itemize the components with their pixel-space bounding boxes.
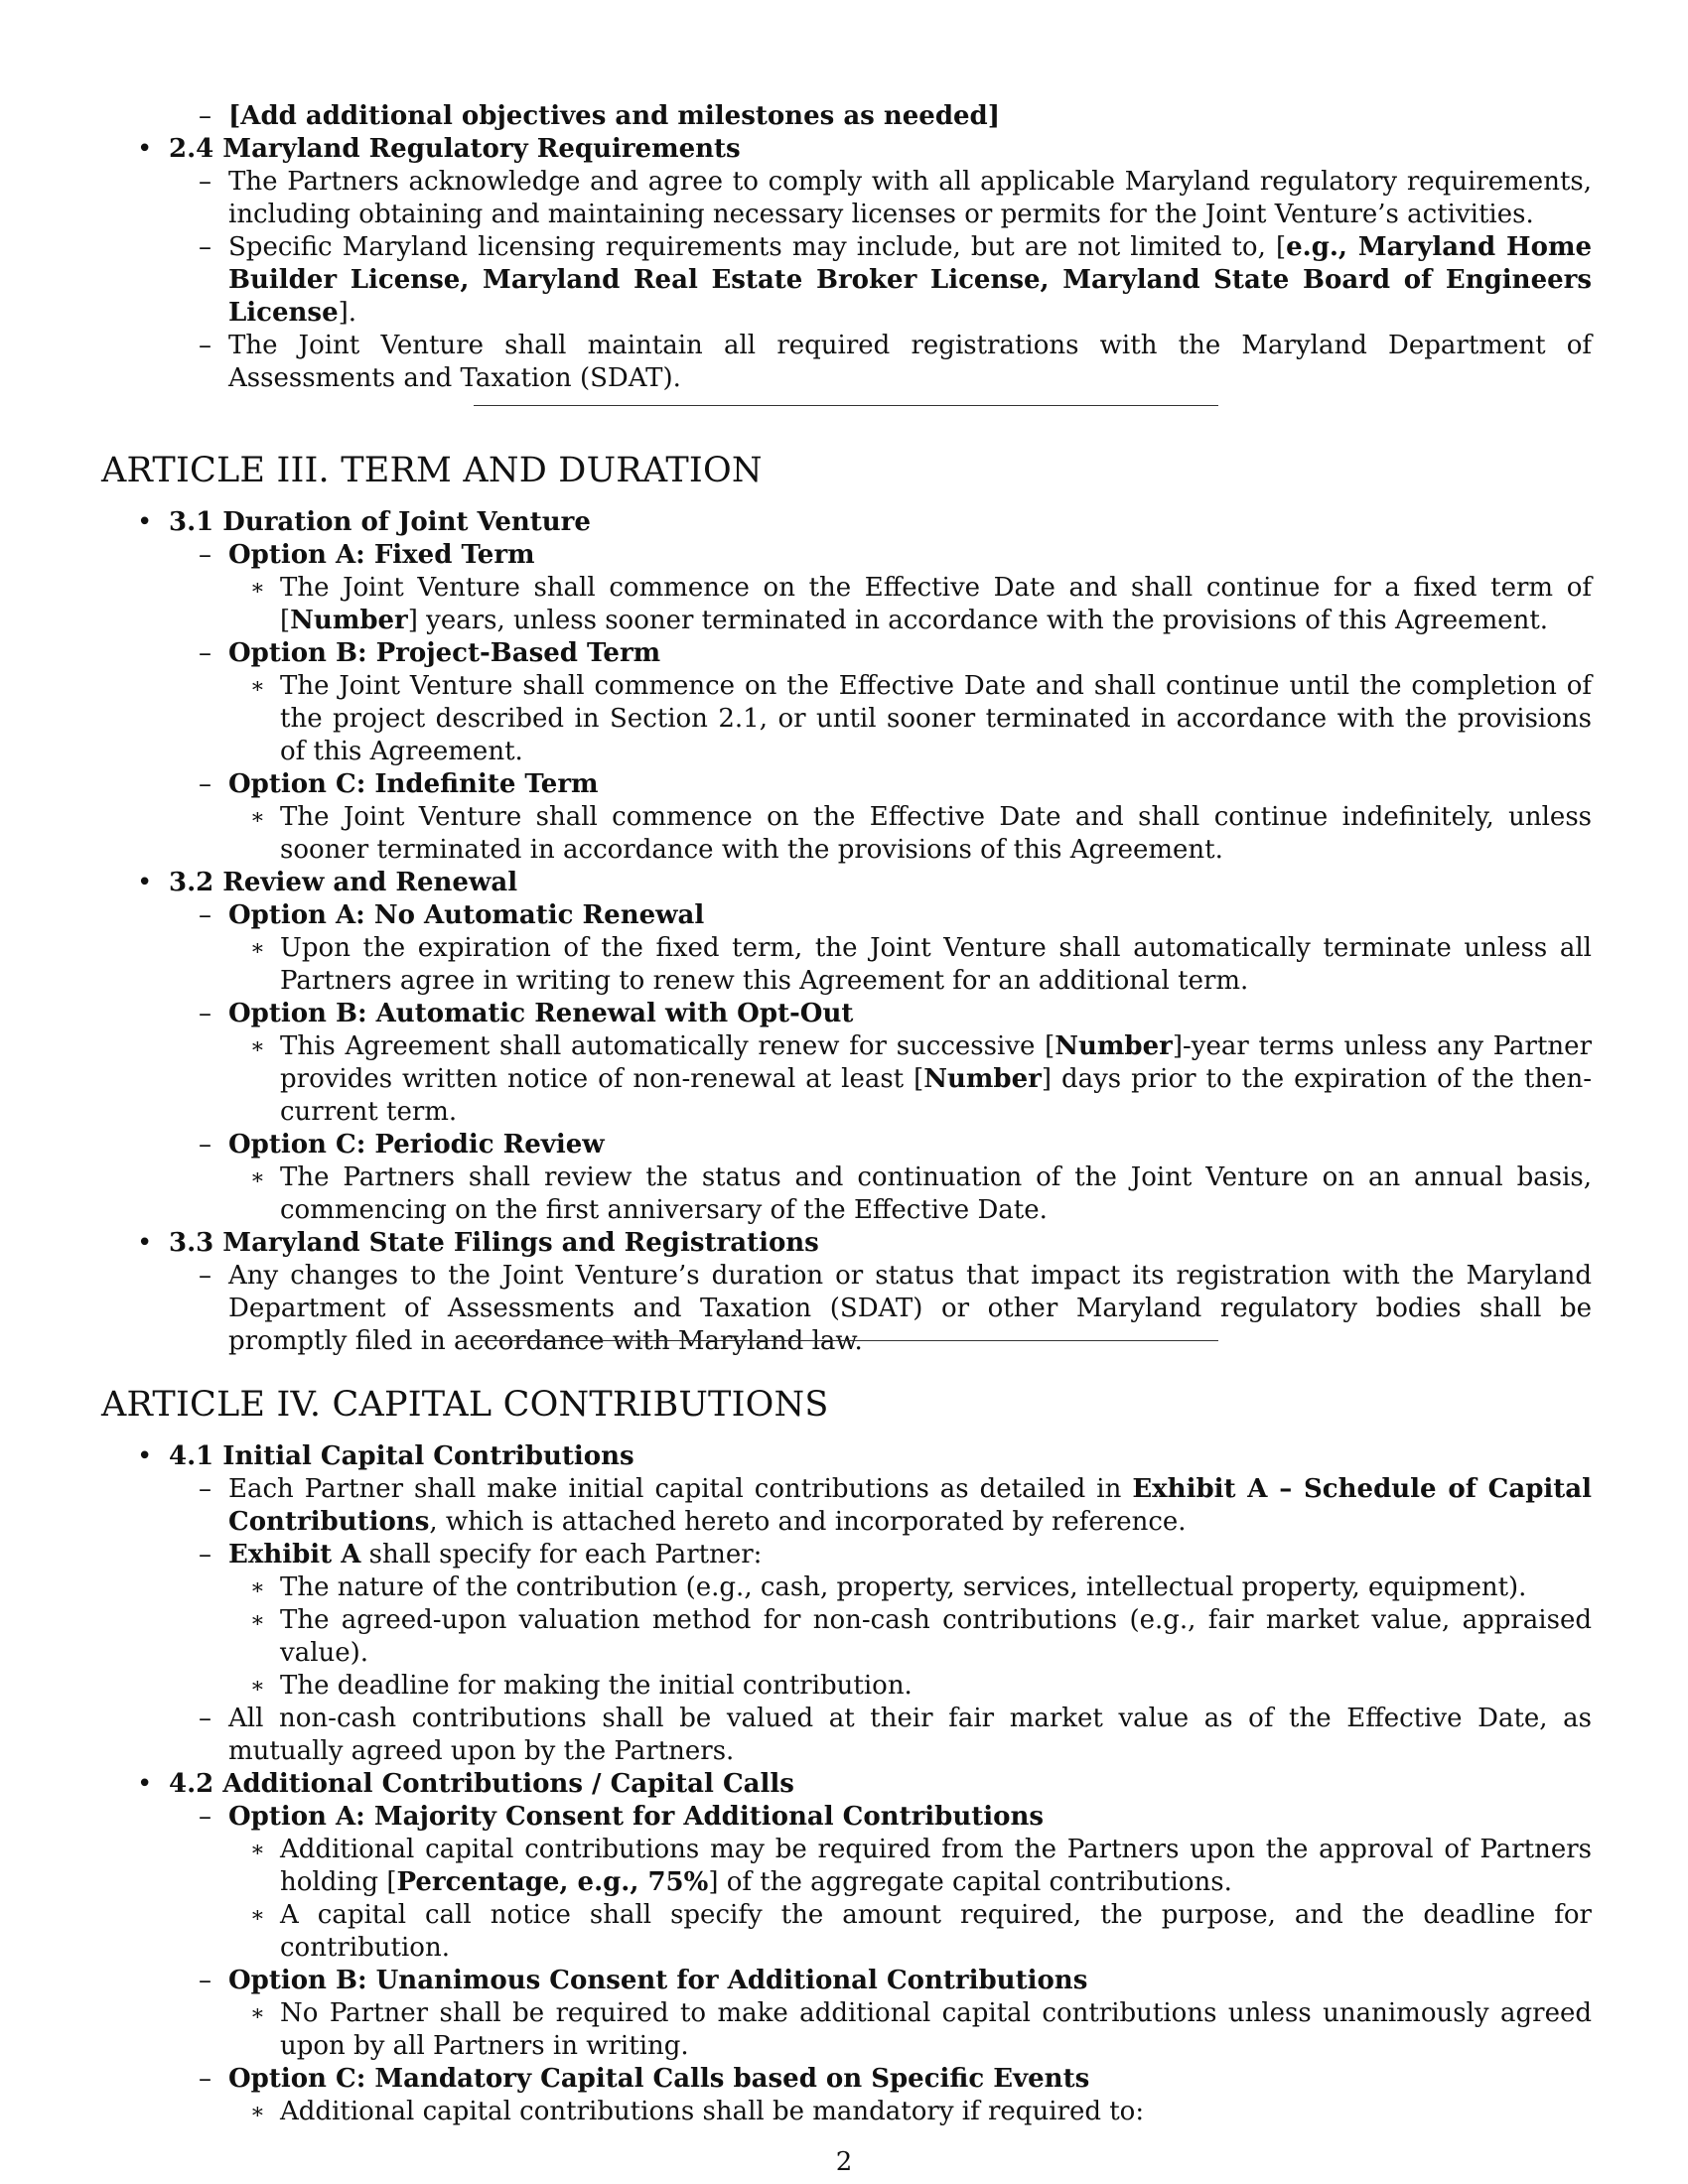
article-4-title: ARTICLE IV. CAPITAL CONTRIBUTIONS [101, 1385, 829, 1425]
list-item: – The Partners acknowledge and agree to comply with all applicable Maryland regulatory requirements, including obtaining and maintaining necessary licenses or permits for the Joint Venture’s activities. [228, 166, 1592, 231]
section-4-1: • 4.1 Initial Capital Contributions [169, 1440, 1592, 1473]
list-item: ∗ Upon the expiration of the fixed term, the Joint Venture shall automatically terminate unless all Partners agree in writing to renew this Agreement for an additional term. [280, 932, 1592, 998]
option-heading: – Option C: Mandatory Capital Calls based on Specific Events [228, 2063, 1592, 2096]
section-3-2: • 3.2 Review and Renewal [169, 867, 1592, 899]
list-item: – Each Partner shall make initial capital contributions as detailed in Exhibit A – Schedule of Capital Contributions, which is attached hereto and incorporated by reference. [228, 1473, 1592, 1539]
option-heading: – Option C: Periodic Review [228, 1129, 1592, 1161]
list-item: – The Joint Venture shall maintain all required registrations with the Maryland Department of Assessments and Taxation (SDAT). [228, 330, 1592, 395]
list-item: ∗ The Joint Venture shall commence on the Effective Date and shall continue for a fixed term of [Number] years, unless sooner terminated in accordance with the provisions of this Agreement. [280, 572, 1592, 637]
list-item: ∗ Additional capital contributions shall be mandatory if required to: [280, 2096, 1592, 2128]
list-item: ∗ Additional capital contributions may be required from the Partners upon the approval of Partners holding [Percentage, e.g., 75%] of the aggregate capital contributions. [280, 1834, 1592, 1899]
list-item: ∗ The Partners shall review the status and continuation of the Joint Venture on an annual basis, commencing on the first anniversary of the Effective Date. [280, 1161, 1592, 1227]
option-heading: – Option B: Project-Based Term [228, 637, 1592, 670]
list-item: – Specific Maryland licensing requirements may include, but are not limited to, [e.g., Maryland Home Builder License, Maryland Real Estate Broker License, Maryland State Board of Engineers License]. [228, 231, 1592, 330]
section-2-4: • 2.4 Maryland Regulatory Requirements [169, 133, 1592, 166]
list-item: ∗ This Agreement shall automatically renew for successive [Number]-year terms unless any Partner provides written notice of non-renewal at least [Number] days prior to the expiration of the then-current term. [280, 1030, 1592, 1129]
page-number: 2 [835, 2147, 853, 2177]
list-item: ∗ The Joint Venture shall commence on the Effective Date and shall continue indefinitely, unless sooner terminated in accordance with the provisions of this Agreement. [280, 801, 1592, 867]
section-2-continued [0, 100, 1688, 395]
option-heading: – Option A: No Automatic Renewal [228, 899, 1592, 932]
section-divider [474, 405, 1218, 406]
section-3-1: • 3.1 Duration of Joint Venture [169, 506, 1592, 539]
section-3-3: • 3.3 Maryland State Filings and Registrations [169, 1227, 1592, 1260]
list-item: ∗ The nature of the contribution (e.g., cash, property, services, intellectual property, equipment). [280, 1571, 1592, 1604]
list-item: – All non-cash contributions shall be valued at their fair market value as of the Effective Date, as mutually agreed upon by the Partners. [228, 1703, 1592, 1768]
list-item: – Exhibit A shall specify for each Partner: [228, 1539, 1592, 1571]
section-divider [474, 1340, 1218, 1341]
list-item: ∗ No Partner shall be required to make additional capital contributions unless unanimously agreed upon by all Partners in writing. [280, 1997, 1592, 2063]
option-heading: – Option B: Unanimous Consent for Additional Contributions [228, 1965, 1592, 1997]
article-3-title: ARTICLE III. TERM AND DURATION [101, 451, 763, 490]
article-4-body [0, 1440, 1688, 2128]
list-item: – Any changes to the Joint Venture’s duration or status that impact its registration with the Maryland Department of Assessments and Taxation (SDAT) or other Maryland regulatory bodies shall be promptly filed in accordance with Maryland law. [228, 1260, 1592, 1358]
list-item: ∗ The deadline for making the initial contribution. [280, 1670, 1592, 1703]
list-item: ∗ The agreed-upon valuation method for non-cash contributions (e.g., fair market value, appraised value). [280, 1604, 1592, 1670]
option-heading: – Option B: Automatic Renewal with Opt-Out [228, 998, 1592, 1030]
option-heading: – Option C: Indefinite Term [228, 768, 1592, 801]
list-item: ∗ The Joint Venture shall commence on the Effective Date and shall continue until the completion of the project described in Section 2.1, or until sooner terminated in accordance with the provisions of this Agreement. [280, 670, 1592, 768]
section-4-2: • 4.2 Additional Contributions / Capital Calls [169, 1768, 1592, 1801]
list-item: – [Add additional objectives and milestones as needed] [228, 100, 1592, 133]
option-heading: – Option A: Fixed Term [228, 539, 1592, 572]
article-3-body [0, 506, 1688, 1358]
option-heading: – Option A: Majority Consent for Additional Contributions [228, 1801, 1592, 1834]
list-item: ∗ A capital call notice shall specify the amount required, the purpose, and the deadline for contribution. [280, 1899, 1592, 1965]
